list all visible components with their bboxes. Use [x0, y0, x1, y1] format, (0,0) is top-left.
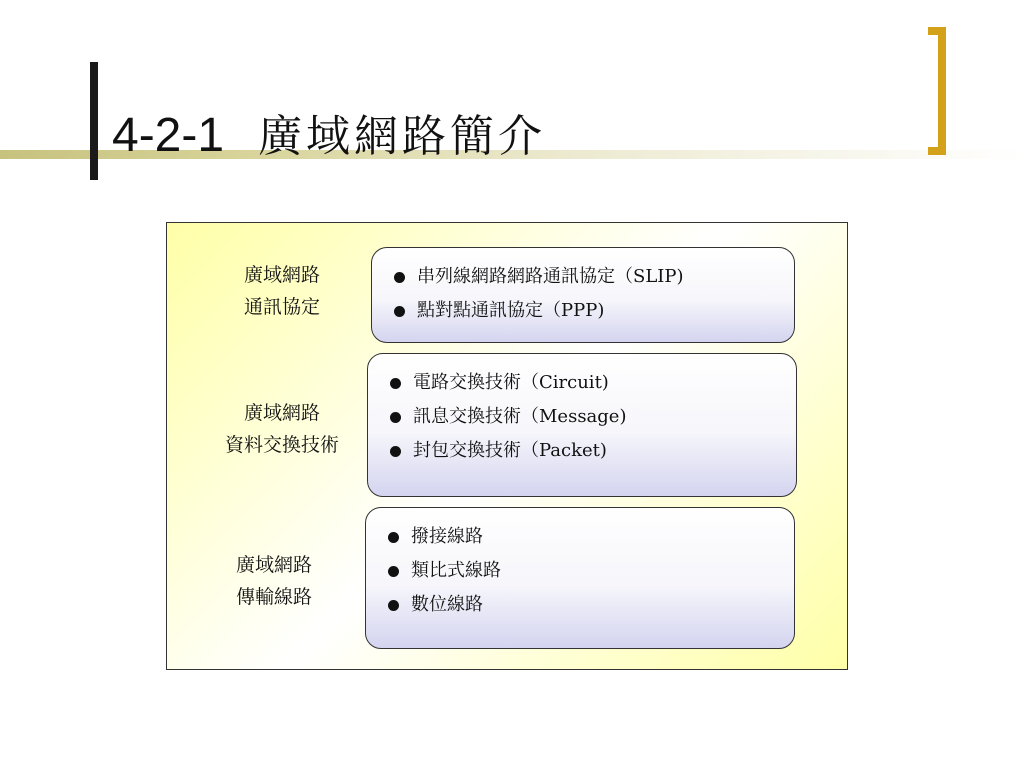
list-item-text: 撥接線路: [411, 526, 483, 547]
list-item-text: 串列線網路網路通訊協定（SLIP): [417, 266, 684, 287]
list-item-text: 點對點通訊協定（PPP): [417, 300, 605, 321]
bullet-icon: [390, 412, 401, 423]
list-item-text: 類比式線路: [411, 560, 501, 581]
right-bracket-decoration: [928, 27, 946, 155]
category-label-protocols: [197, 259, 367, 323]
category-label-line: 廣域網路: [243, 264, 320, 286]
list-item-text: 電路交換技術（Circuit): [413, 372, 609, 393]
transmission-lines-box: [365, 507, 795, 649]
list-item: [388, 520, 794, 554]
title-text: 廣域網路簡介: [258, 111, 547, 162]
bullet-icon: [394, 272, 405, 283]
list-item: [388, 554, 794, 588]
bullet-icon: [388, 566, 399, 577]
list-item-text: 數位線路: [411, 594, 483, 615]
left-bracket-decoration: [90, 62, 98, 180]
category-label-lines: [189, 549, 359, 613]
switching-box: [367, 353, 797, 497]
protocols-box: [371, 247, 795, 343]
category-label-line: 傳輸線路: [235, 586, 312, 608]
list-item: [394, 260, 794, 294]
list-item-text: 封包交換技術（Packet): [413, 440, 607, 461]
list-item: [390, 434, 796, 468]
slide-title: [112, 100, 546, 160]
section-number: 4-2-1: [112, 109, 225, 162]
bullet-icon: [390, 378, 401, 389]
list-item: [390, 366, 796, 400]
list-item: [390, 400, 796, 434]
list-item: [394, 294, 794, 328]
list-item: [388, 588, 794, 622]
category-label-switching: [197, 397, 367, 461]
category-label-line: 廣域網路: [243, 402, 320, 424]
bullet-icon: [388, 532, 399, 543]
category-label-line: 廣域網路: [235, 554, 312, 576]
list-item-text: 訊息交換技術（Message): [413, 406, 627, 427]
bullet-icon: [390, 446, 401, 457]
bullet-icon: [388, 600, 399, 611]
category-label-line: 資料交換技術: [224, 434, 339, 456]
bullet-icon: [394, 306, 405, 317]
category-label-line: 通訊協定: [243, 296, 320, 318]
wan-overview-diagram: [166, 222, 848, 670]
